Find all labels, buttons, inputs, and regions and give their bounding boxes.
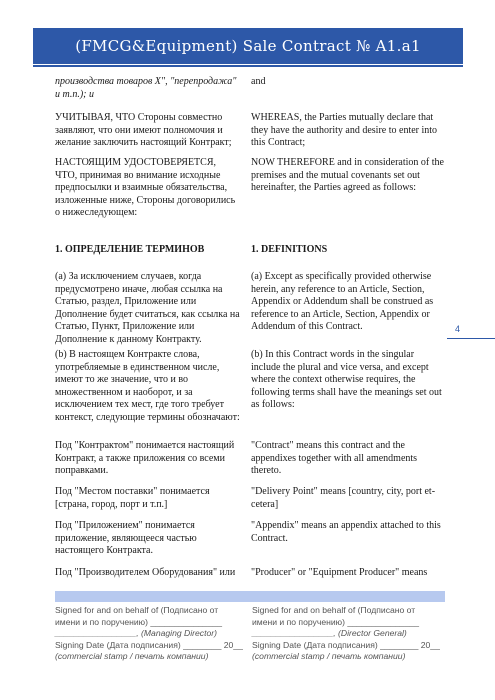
definition-en: "Contract" means this contract and the appendixes together with all amendments thereto. — [251, 440, 418, 477]
clause-ru: УЧИТЫВАЯ, ЧТО Стороны совместно заявляют, что они имеют полномочия и желание заключить настоящий Контракт; — [55, 112, 232, 149]
section-heading-en: 1. DEFINITIONS — [251, 244, 328, 255]
definition-en: "Producer" or "Equipment Producer" means — [251, 567, 428, 578]
definition-en: "Delivery Point" means [country, city, port et-cetera] — [251, 486, 436, 510]
signature-footer — [55, 605, 445, 673]
definition-ru: Под "Приложением" понимается приложение, являющееся частью настоящего Контракта. — [55, 520, 197, 557]
definition-ru: Под "Контрактом" понимается настоящий Контракт, а также приложения со всеми поправками. — [55, 440, 235, 477]
signature-line: Signing Date (Дата подписания) ________ 20__ — [252, 639, 440, 650]
header-rule — [33, 65, 463, 67]
clause-ru: (а) За исключением случаев, когда предусмотрено иначе, любая ссылка на Статью, раздел, Приложение или Дополнение будет считаться, как ссылка на Статью, Пункт, Приложение или Дополнение к данному Контракту. — [55, 271, 240, 345]
signature-line: _________________, (Director General) — [252, 628, 407, 638]
definition-ru: Под "Производителем Оборудования" или — [55, 567, 236, 578]
signature-line: имени и по поручению) _______________ — [252, 616, 420, 627]
clause-ru: производства товаров X", "перепродажа" и т.п.); и — [55, 76, 237, 100]
clause-en: NOW THEREFORE and in consideration of the premises and the mutual covenants set out hereinafter, the Parties agreed as follows: — [251, 157, 444, 194]
signature-line: (commercial stamp / печать компании) — [252, 651, 406, 661]
definition-en: "Appendix" means an appendix attached to this Contract. — [251, 520, 441, 544]
signature-block-seller — [55, 605, 243, 663]
signature-line: Signed for and on behalf of (Подписано от — [55, 605, 219, 615]
signature-line: имени и по поручению) _______________ — [55, 616, 223, 627]
section-heading-ru: 1. ОПРЕДЕЛЕНИЕ ТЕРМИНОВ — [55, 244, 205, 255]
signature-line: (commercial stamp / печать компании) — [55, 651, 209, 661]
definition-ru: Под "Местом поставки" понимается [страна, город, порт и т.п.] — [55, 486, 210, 510]
document-header — [33, 28, 463, 64]
clause-ru: (b) В настоящем Контракте слова, употребляемые в единственном числе, имеют то же значение, что и во множественном и наоборот, и за исключением тех мест, где того требует контекст, следующие термины обозначают: — [55, 349, 240, 423]
signature-line: _________________, (Managing Director) — [55, 628, 217, 638]
footer-band — [55, 591, 445, 602]
signature-line: Signing Date (Дата подписания) ________ 20__ — [55, 639, 243, 650]
signature-line: Signed for and on behalf of (Подписано от — [252, 605, 416, 615]
page-number-rule — [447, 338, 495, 339]
page-number: 4 — [455, 324, 461, 334]
clause-en: (a) Except as specifically provided otherwise herein, any reference to an Article, Section, Appendix or Addendum shall be construed as reference to an Article, Section, Appendix or Addendum of this Contract. — [251, 271, 434, 333]
clause-ru: НАСТОЯЩИМ УДОСТОВЕРЯЕТСЯ, ЧТО, принимая во внимание исходные предпосылки и взаимные обязательства, изложенные ниже, Стороны договорились о нижеследующем: — [55, 157, 236, 219]
clause-en: and — [251, 76, 266, 87]
clause-en: (b) In this Contract words in the singular include the plural and vice versa, and except where the context otherwise requires, the following terms shall have the meanings set out as follows: — [251, 349, 442, 411]
signature-block-buyer — [252, 605, 440, 663]
contract-title: (FMCG&Equipment) Sale Contract № A1.a1 — [75, 37, 421, 55]
clause-en: WHEREAS, the Parties mutually declare that they have the authority and desire to enter into this Contract; — [251, 112, 438, 149]
